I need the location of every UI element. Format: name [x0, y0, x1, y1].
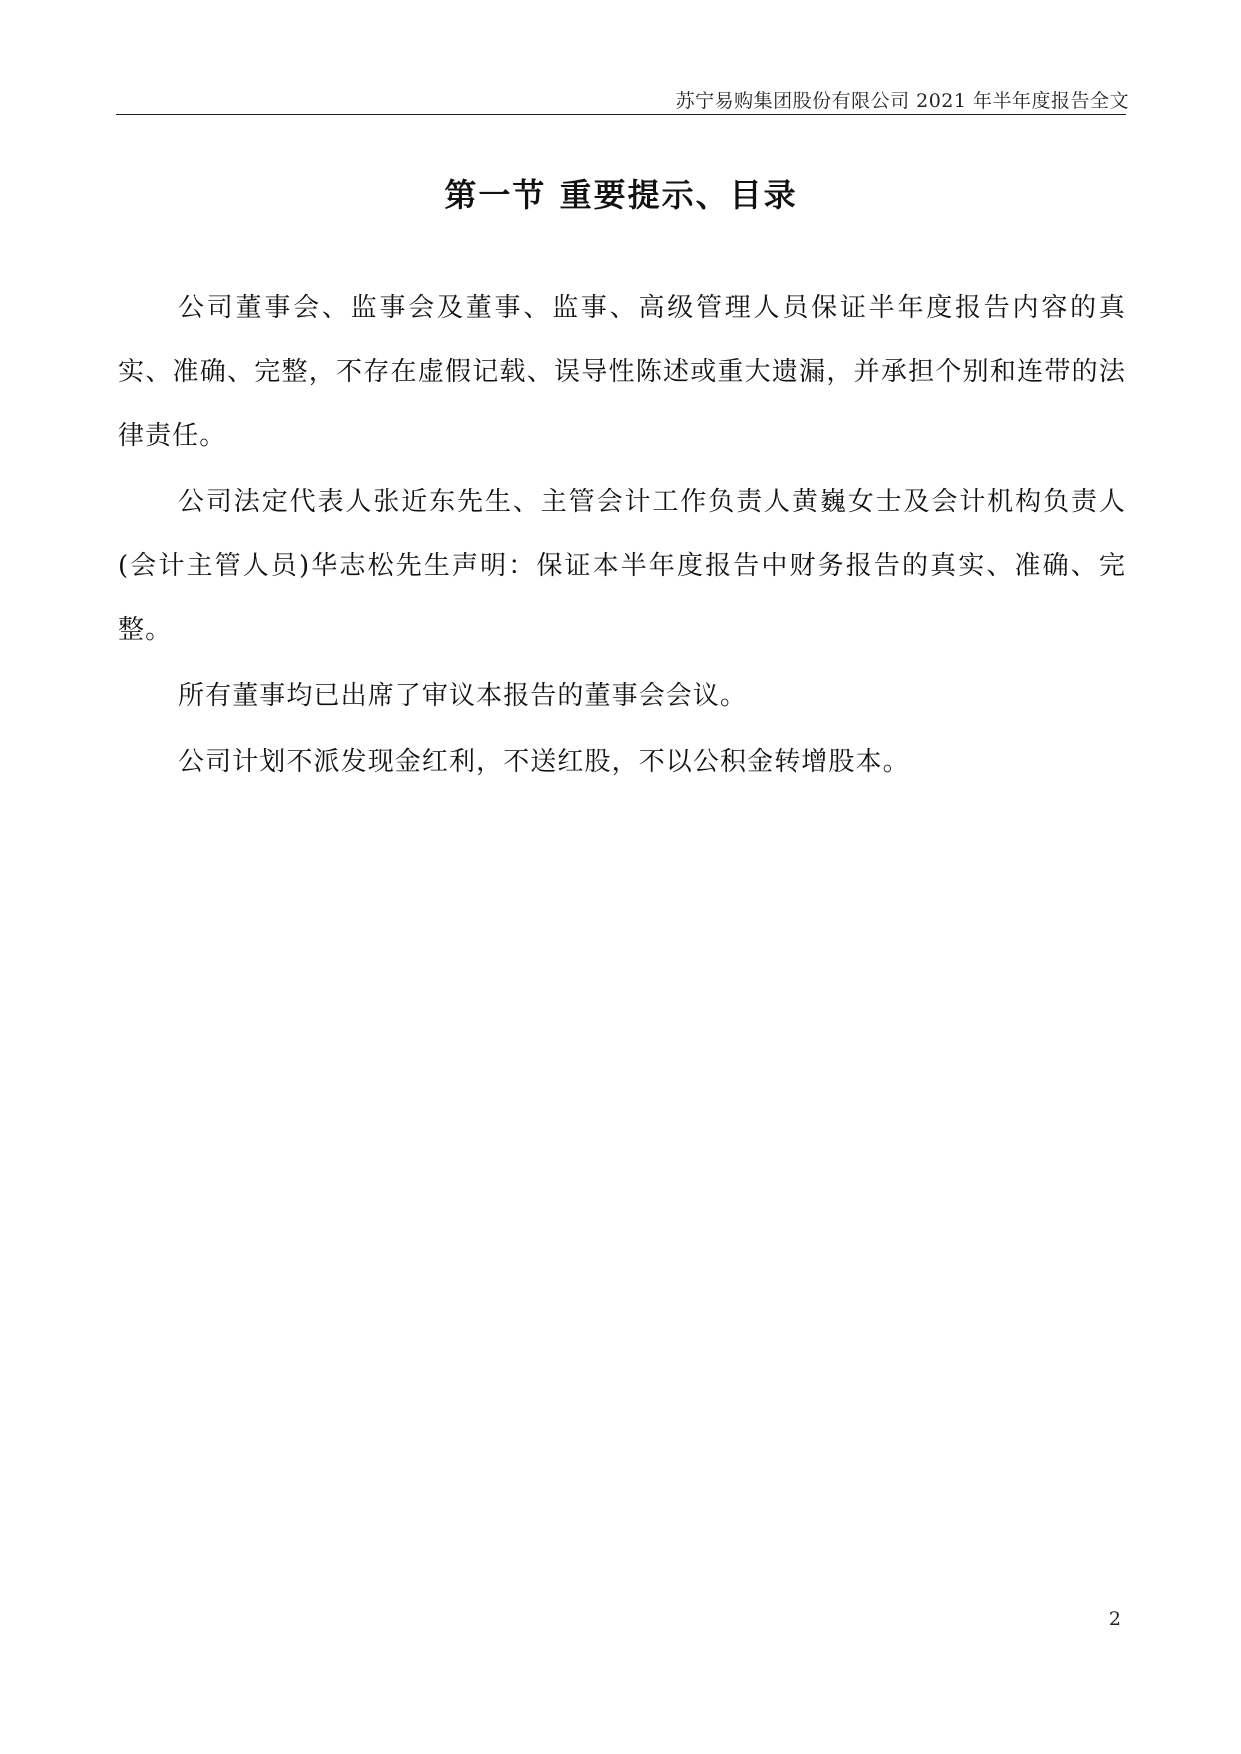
body-text [118, 276, 1126, 796]
paragraph-guarantee: 公司董事会、监事会及董事、监事、高级管理人员保证半年度报告内容的真实、准确、完整，不存在虚假记载、误导性陈述或重大遗漏，并承担个别和连带的法律责任。 [118, 293, 1126, 451]
page-number: 2 [1108, 1608, 1121, 1630]
header-divider [116, 114, 1126, 115]
section-title: 第一节 重要提示、目录 [444, 176, 798, 214]
paragraph-declaration: 公司法定代表人张近东先生、主管会计工作负责人黄巍女士及会计机构负责人(会计主管人员)华志松先生声明：保证本半年度报告中财务报告的真实、准确、完整。 [118, 487, 1126, 645]
running-header: 苏宁易购集团股份有限公司 2021 年半年度报告全文 [675, 90, 1129, 112]
paragraph-attendance: 所有董事均已出席了审议本报告的董事会会议。 [178, 681, 748, 711]
paragraph-dividend: 公司计划不派发现金红利，不送红股，不以公积金转增股本。 [178, 747, 910, 777]
